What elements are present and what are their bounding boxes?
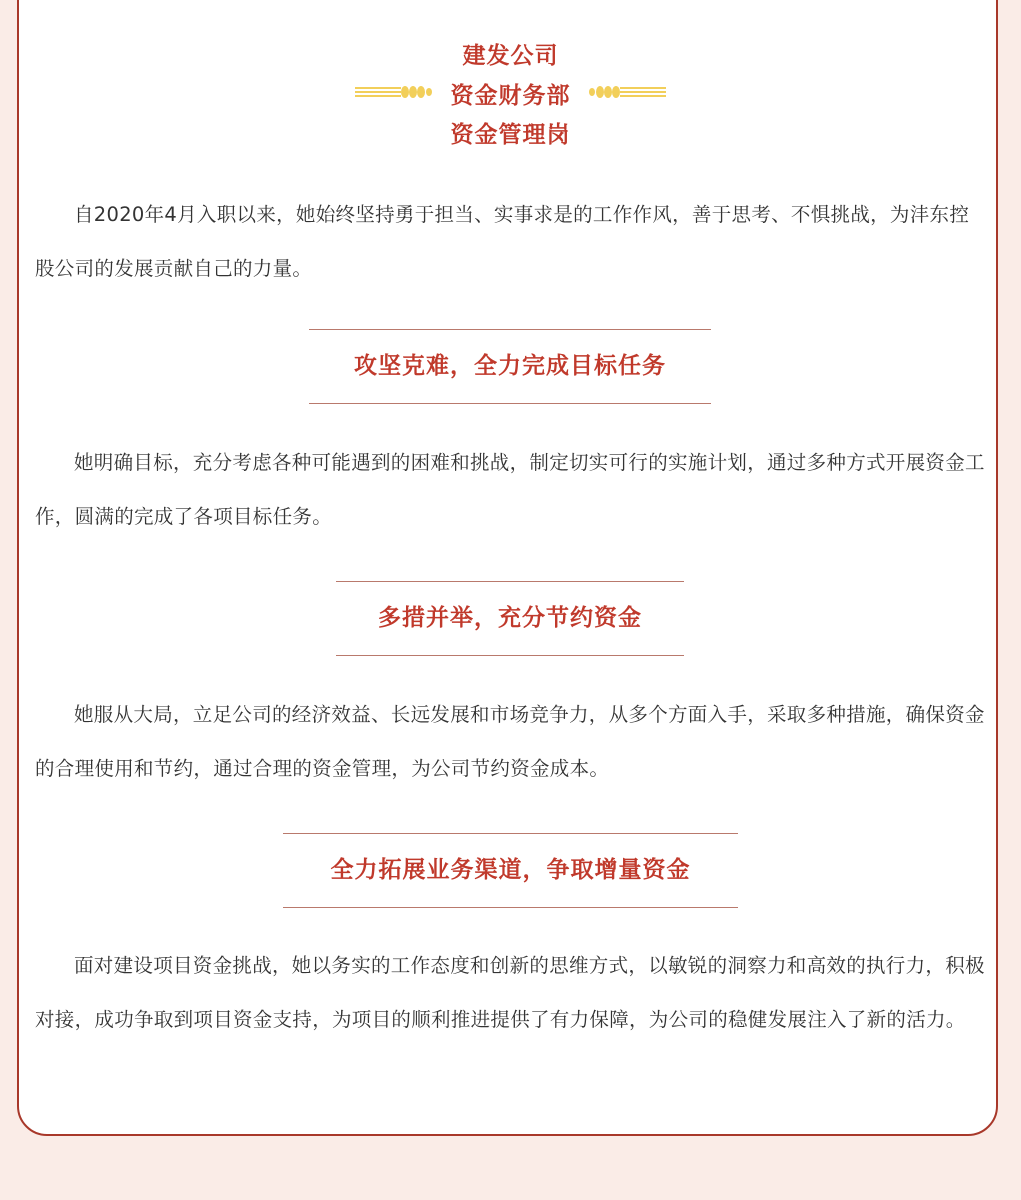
intro-paragraph: 自2020年4月入职以来，她始终坚持勇于担当、实事求是的工作作风，善于思考、不惧挑战，为沣东控股公司的发展贡献自己的力量。 <box>35 203 970 280</box>
section-body-2: 她服从大局，立足公司的经济效益、长远发展和市场竞争力，从多个方面入手，采取多种措施，确保资金的合理使用和节约，通过合理的资金管理，为公司节约资金成本。 <box>35 703 985 780</box>
wheat-ornament-icon <box>588 80 668 104</box>
section-heading-2: 多措并举，充分节约资金 <box>336 581 684 656</box>
department-name: 资金财务部 <box>450 83 571 109</box>
section-body-1: 她明确目标，充分考虑各种可能遇到的困难和挑战，制定切实可行的实施计划，通过多种方式开展资金工作，圆满的完成了各项目标任务。 <box>35 451 985 528</box>
position-name: 资金管理岗 <box>450 122 571 148</box>
section-heading-1: 攻坚克难，全力完成目标任务 <box>309 329 711 404</box>
company-name: 建发公司 <box>462 43 559 69</box>
section-heading-3: 全力拓展业务渠道，争取增量资金 <box>283 833 738 908</box>
section-body-3: 面对建设项目资金挑战，她以务实的工作态度和创新的思维方式，以敏锐的洞察力和高效的执行力，积极对接，成功争取到项目资金支持，为项目的顺利推进提供了有力保障，为公司的稳健发展注入了新的活力。 <box>35 954 985 1031</box>
